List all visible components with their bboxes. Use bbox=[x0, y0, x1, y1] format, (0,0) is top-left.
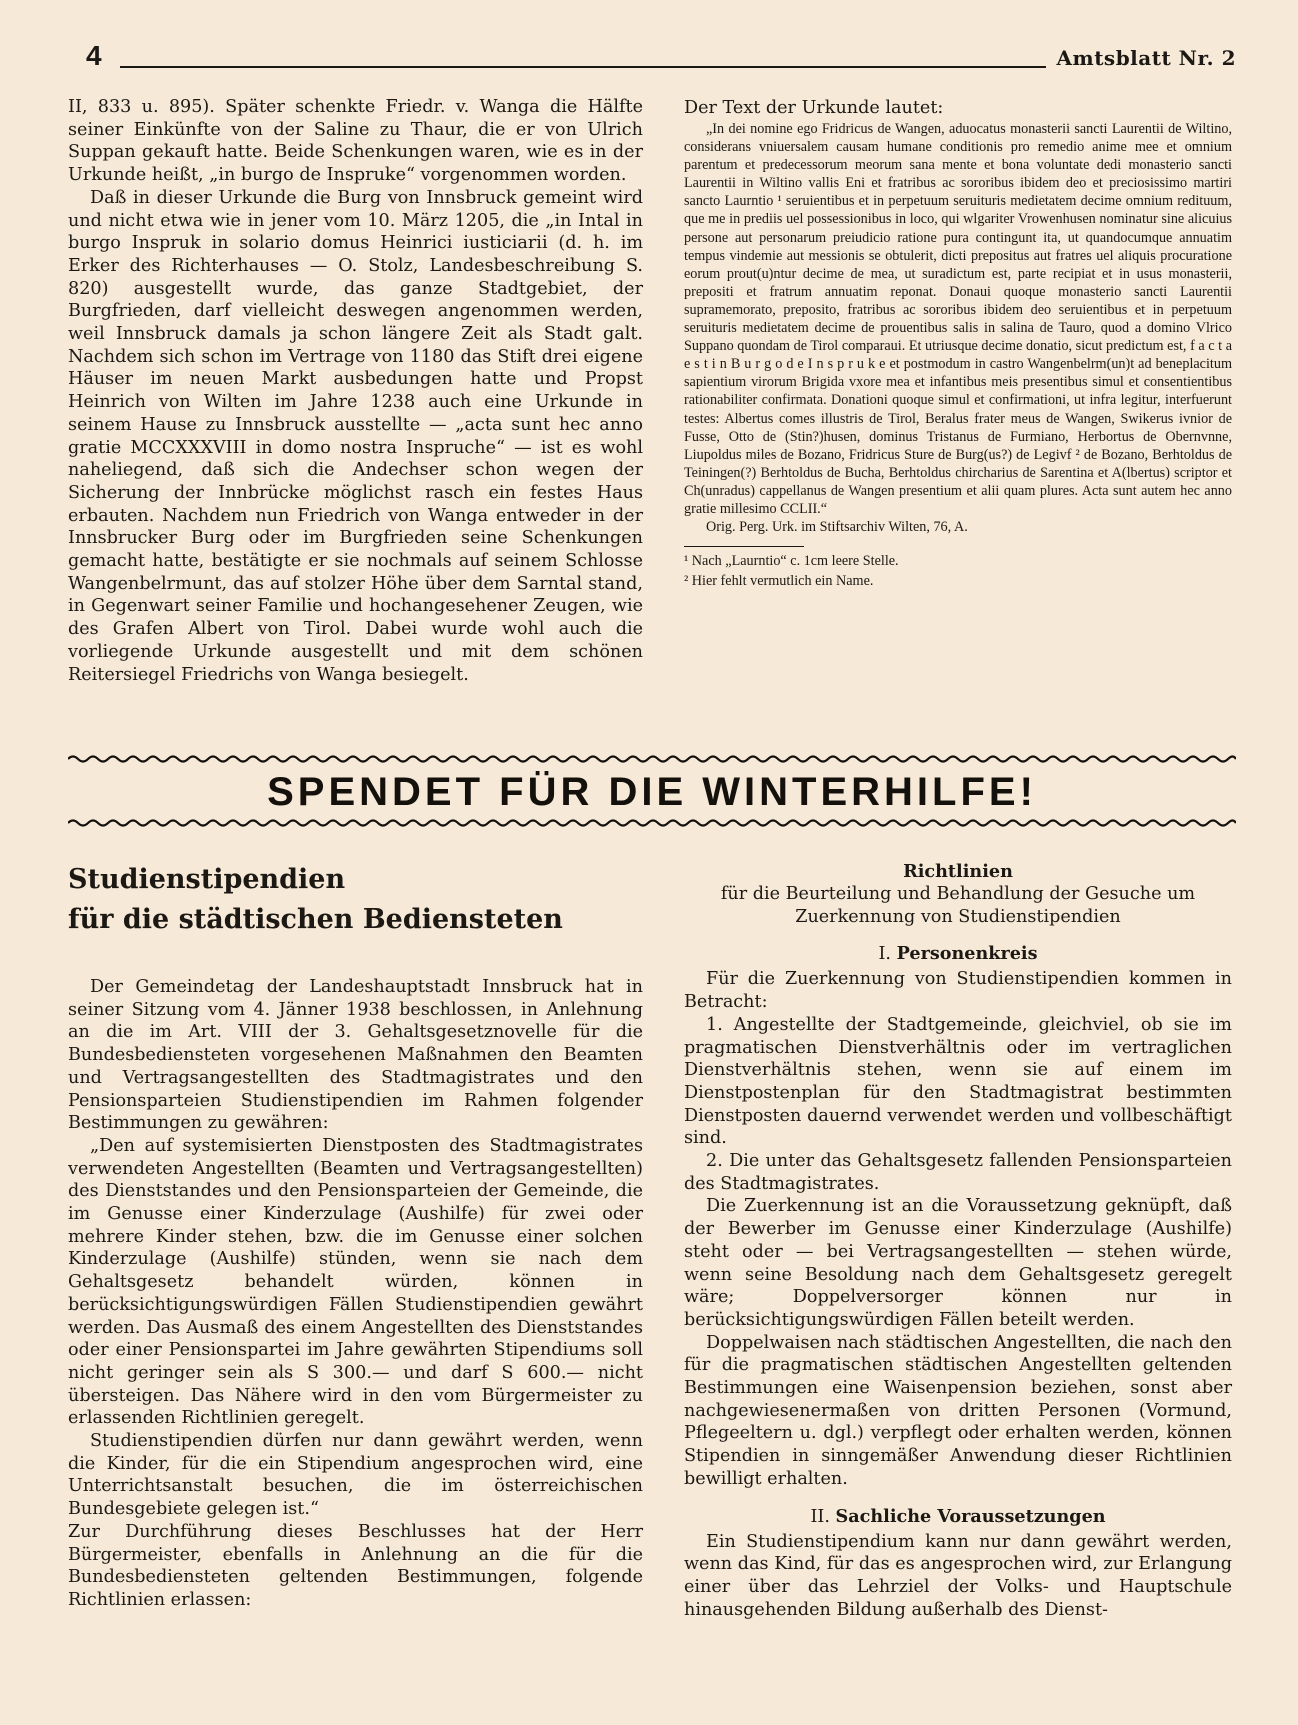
guidelines-item: 2. Die unter das Gehaltsgesetz fallenden Pensionsparteien des Stadtmagistrates. bbox=[684, 1151, 1232, 1194]
headline-line: Studienstipendien bbox=[68, 864, 346, 895]
guidelines-item: 1. Angestellte der Stadtgemeinde, gleichviel, ob sie im pragmatischen Dienstverhältnis oder im vertraglichen Dienstverhältnis stehen, wenn sie auf einem im Dienstpostenplan für den Stadtmagistrat bestimmten Dienstposten dauernd verwendet werden und vollbeschäftigt sind. bbox=[684, 1014, 1232, 1149]
banner-text: SPENDET FÜR DIE WINTERHILFE! bbox=[267, 770, 1037, 814]
section-heading bbox=[684, 1505, 1232, 1529]
article-headline bbox=[68, 860, 643, 940]
guidelines-paragraph: Die Zuerkennung ist an die Voraussetzung geknüpft, daß der Bewerber im Genusse einer Kinderzulage (Aushilfe) steht oder — bei Vertragsangestellten — stehen würde, wenn seine Besoldung nach dem Gehaltsgesetz geregelt wäre; Doppelversorger können nur in berücksichtigungswürdigen Fällen beteilt werden. bbox=[684, 1196, 1232, 1330]
page-number: 4 bbox=[86, 40, 102, 71]
headline-line: für die städtischen Bediensteten bbox=[68, 904, 563, 935]
stipend-article-column bbox=[68, 860, 643, 1612]
history-article-column bbox=[68, 96, 643, 686]
history-paragraph: II, 833 u. 895). Später schenkte Friedr. v. Wanga die Hälfte seiner Einkünfte von der Saline zu Thaur, die er von Ulrich Suppan gekauft hatte. Beide Schenkungen waren, wie es in der Urkunde heißt, „in burgo de Inspruke“ vorgenommen worden. bbox=[68, 97, 643, 186]
article-paragraph: Zur Durchführung dieses Beschlusses hat der Herr Bürgermeister, ebenfalls in Anlehnung an die für die Bundesbediensteten geltenden Bestimmungen, folgende Richtlinien erlassen: bbox=[68, 1521, 643, 1610]
article-paragraph: „Den auf systemisierten Dienstposten des Stadtmagistrates verwendeten Angestellten (Beamten und Vertragsangestellten) des Dienststandes und den Pensionsparteien der Gemeinde, die im Genusse einer Kinderzulage (Aushilfe) für zwei oder mehrere Kinder stehen, bzw. die im Genusse einer solchen Kinderzulage (Aushilfe) stünden, wenn sie nach dem Gehaltsgesetz behandelt würden, können in berücksichtigungswürdigen Fällen Studienstipendien gewährt werden. Das Ausmaß des einem Angestellten des Dienststandes oder einer Pensionspartei im Jahre gewährten Stipendiums soll nicht geringer sein als S 300.— und darf S 600.— nicht übersteigen. Das Nähere wird in den vom Bürgermeister zu erlassenden Richtlinien geregelt. bbox=[68, 1135, 643, 1429]
article-paragraph: Studienstipendien dürfen nur dann gewährt werden, wenn die Kinder, für die ein Stipendium angesprochen wird, eine Unterrichtsanstalt besuchen, die im österreichischen Bundesgebiete gelegen ist.“ bbox=[68, 1431, 643, 1520]
section-heading bbox=[684, 942, 1232, 966]
guidelines-paragraph: Für die Zuerkennung von Studienstipendien kommen in Betracht: bbox=[684, 969, 1232, 1013]
charter-intro: Der Text der Urkunde lautet: bbox=[684, 98, 944, 118]
section-number: II. bbox=[810, 1506, 830, 1527]
header-rule bbox=[120, 66, 1046, 68]
article-paragraph: Der Gemeindetag der Landeshauptstadt Innsbruck hat in seiner Sitzung vom 4. Jänner 1938 beschlossen, in Anlehnung an die im Art. VIII der 3. Gehaltsgesetznovelle für die Bundesbediensteten vorgesehenen Maßnahmen den Beamten und Vertragsangestellten des Stadtmagistrates und den Pensionsparteien Studienstipendien im Rahmen folgender Bestimmungen zu gewähren: bbox=[68, 977, 643, 1134]
section-number: I. bbox=[878, 944, 892, 965]
footnote: ² Hier fehlt vermutlich ein Name. bbox=[684, 573, 874, 590]
guidelines-paragraph: Ein Studienstipendium kann nur dann gewährt werden, wenn das Kind, für das es angesprochen wird, zur Erlangung einer über das Lehrziel der Volks- und Hauptschule hinausgehenden Bildung außerhalb des Dienst- bbox=[684, 1531, 1232, 1620]
charter-latin-text: „In dei nomine ego Fridricus de Wangen, aduocatus monasterii sancti Laurentii de Wiltino, considerans vniuersalem causam humane conditionis pro remedio anime mee et omnium parentum et predecessorum meorum sana mente et bona voluntate dedi monasterio sancti Laurentii in Wiltino vallis Eni et fratribus ac sororibus ibidem deo et preciosissimo martiri sancto Laurntio ¹ seruientibus et in perpetuum seruituris medietatem decime omnium redituum, que me in prediis uel possessionibus in loco, qui wlgariter Vrowenhusen nominatur sine alicuius persone aut personarum preiudicio ratione pura contingunt ita, ut quandocumque annuatim tempus vindemie aut messionis se obtulerit, dicti prepositus aut fratres uel aliquis procuratione eorum prout(u)ntur decime de mea, ut suradictum est, parte recipiat et in usus monasterii, prepositi et fratrum annuatim reponat. Donaui quoque monasterio sancti Laurentii supramemorato, preposito, fratribus ac sororibus ibidem deo seruientibus et in perpetuum seruituris medietatem decime de prouentibus salis in salina de Tauro, quod a domino Vlrico Suppano quondam de Tirol comparaui. Et utriusque decime donatio, sicut predictum est, f a c t a e s t i n B u r g o d e I n s p r u k e et postmodum in castro Wangenbelrm(un)t ad beneplacitum sapientium virorum Brigida vxore mea et infantibus meis presentibus simul et consentientibus rationabiliter confirmata. Donationi quoque simul et confirmationi, ut infra legitur, interfuerunt testes: Albertus comes illustris de Tirol, Beralus frater meus de Wangen, Swikerus ivnior de Fusse, Otto de (Stin?)husen, dominus Tristanus de Furmiano, Herbortus de Obernvnne, Liupoldus miles de Bozano, Fridricus Sture de Burg(us?) de Legivf ² de Bozano, Berhtoldus de Teiningen(?) Berhtoldus de Bucha, Berhtoldus chircharius de Sarentina et A(lbertus) scriptor et Ch(unradus) cappellanus de Wangen presentium et alii quam plures. Acta sunt autem hec anno gratie millesimo CCLII.“ bbox=[684, 121, 1232, 517]
charter-source: Orig. Perg. Urk. im Stiftsarchiv Wilten, 76, A. bbox=[706, 519, 968, 536]
guidelines-column bbox=[684, 860, 1232, 1621]
guidelines-title: Richtlinien bbox=[903, 861, 1013, 882]
section-title: Sachliche Voraussetzungen bbox=[835, 1505, 1106, 1527]
publication-title: Amtsblatt Nr. 2 bbox=[1056, 46, 1236, 70]
page-header bbox=[86, 40, 1236, 80]
footnotes bbox=[684, 546, 899, 591]
winterhilfe-banner bbox=[68, 754, 1236, 830]
section-title: Personenkreis bbox=[896, 943, 1038, 965]
banner-wave-top bbox=[68, 754, 1236, 764]
guidelines-paragraph: Doppelwaisen nach städtischen Angestellten, die nach den für die pragmatischen städtischen Angestellten geltenden Bestimmungen eine Waisenpension beziehen, sonst aber nachgewiesenermaßen von dritten Personen (Vormund, Pflegeeltern u. dgl.) verpflegt oder erhalten werden, können Stipendien in sinngemäßer Anwendung dieser Richtlinien bewilligt erhalten. bbox=[684, 1332, 1232, 1489]
charter-text-column bbox=[684, 96, 1232, 591]
banner-wave-bottom bbox=[68, 818, 1236, 828]
history-paragraph: Daß in dieser Urkunde die Burg von Innsbruck gemeint wird und nicht etwa wie in jener vom 10. März 1205, die „in Intal in burgo Inspruk in solario domus Heinrici iusticiarii (d. h. im Erker des Richterhauses — O. Stolz, Landesbeschreibung S. 820) ausgestellt wurde, das ganze Stadtgebiet, der Burgfrieden, darf vielleicht deswegen angenommen werden, weil Innsbruck damals ja schon längere Zeit als Stadt galt. Nachdem sich schon im Vertrage von 1180 das Stift drei eigene Häuser im neuen Markt ausbedungen hatte und Propst Heinrich von Wilten im Jahre 1238 auch eine Urkunde in seinem Hause zu Innsbruck ausstellte — „acta sunt hec anno gratie MCCXXXVIII in domo nostra Inspruche“ — ist es wohl naheliegend, daß sich die Andechser schon wegen der Sicherung der Innbrücke möglichst rasch ein festes Haus erbauten. Nachdem nun Friedrich von Wanga entweder in der Innsbrucker Burg oder im Burgfrieden seine Schenkungen gemacht hatte, bestätigte er sie nochmals auf seinem Schlosse Wangenbelrmunt, das auf stolzer Höhe über dem Sarntal stand, in Gegenwart seiner Familie und hochangesehener Zeugen, wie des Grafen Albert von Tirol. Dabei wurde wohl auch die vorliegende Urkunde ausgestellt und mit dem schönen Reitersiegel Friedrichs von Wanga besiegelt. bbox=[68, 187, 643, 685]
footnote: ¹ Nach „Laurntio“ c. 1cm leere Stelle. bbox=[684, 553, 899, 570]
guidelines-subtitle: für die Beurteilung und Behandlung der Gesuche um Zuerkennung von Studienstipendien bbox=[720, 884, 1196, 927]
